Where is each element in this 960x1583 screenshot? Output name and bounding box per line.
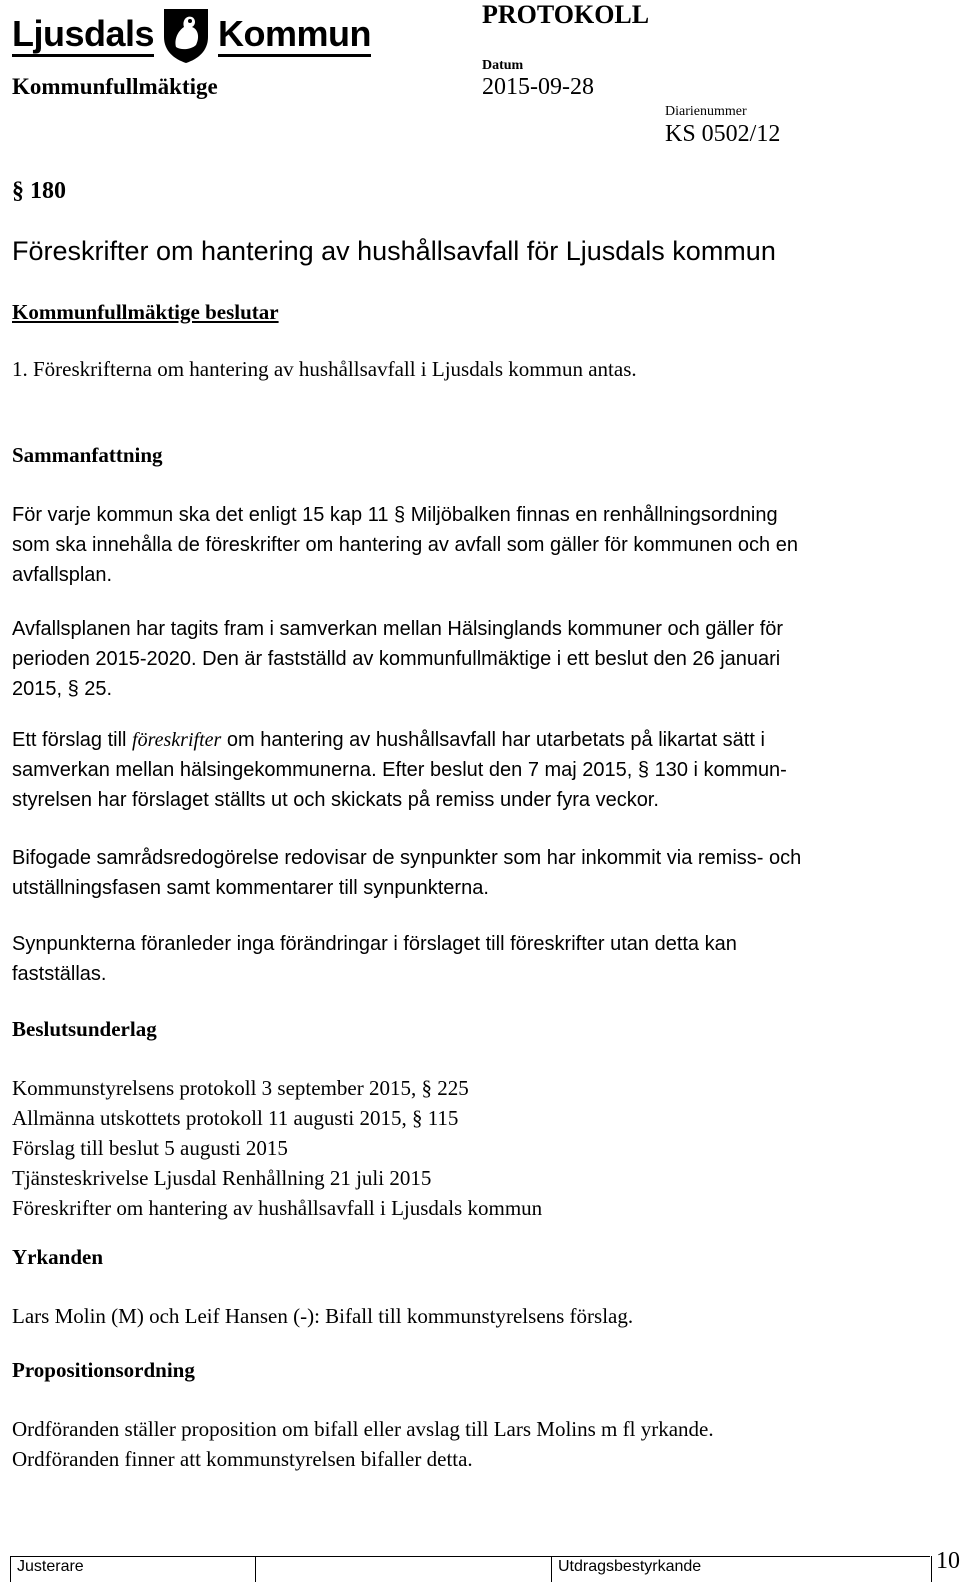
list-item: Kommunstyrelsens protokoll 3 september 2015, § 225 [12,1076,469,1100]
summary-p1-line: För varje kommun ska det enligt 15 kap 11 § Miljöbalken finnas en renhållningsordning [12,504,778,526]
proposition-line: Ordföranden ställer proposition om bifall eller avslag till Lars Molins m fl yrkande. [12,1417,714,1441]
summary-p3-line: styrelsen har förslaget ställts ut och skickats på remiss under fyra veckor. [12,789,659,811]
summary-heading: Sammanfattning [12,443,163,467]
summary-p3-line: samverkan mellan hälsingekommunerna. Efter beslut den 7 maj 2015, § 130 i kommun- [12,759,787,781]
summary-p3-text: Ett förslag till [12,729,133,751]
utdrag-label: Utdragsbestyrkande [558,1558,702,1575]
municipality-logo [12,2,371,68]
summary-p2-line: perioden 2015-2020. Den är fastställd av kommunfullmäktige i ett beslut den 26 januari [12,648,781,670]
justerare-label: Justerare [17,1558,84,1575]
section-title: Föreskrifter om hantering av hushållsavfall för Ljusdals kommun [12,236,776,266]
logo-text-left: Ljusdals [12,14,154,57]
summary-p2-line: 2015, § 25. [12,678,113,700]
summary-p3-text: om hantering av hushållsavfall har utarbetats på likartat sätt i [221,729,765,751]
section-number: § 180 [12,178,66,204]
document-type: PROTOKOLL [482,0,650,29]
summary-p3-italic: föreskrifter [132,729,222,751]
motions-heading: Yrkanden [12,1245,104,1269]
coat-of-arms-icon [160,5,212,65]
summary-p1-line: avfallsplan. [12,564,113,586]
utdrag-box [551,1556,932,1582]
proposition-line: Ordföranden finner att kommunstyrelsen bifaller detta. [12,1447,473,1471]
summary-p5-line: fastställas. [12,963,107,985]
summary-paragraph-3 [12,725,787,815]
date-value: 2015-09-28 [482,74,594,100]
motions-text: Lars Molin (M) och Leif Hansen (-): Bifall till kommunstyrelsens förslag. [12,1304,634,1328]
summary-p2-line: Avfallsplanen har tagits fram i samverkan mellan Hälsinglands kommuner och gäller för [12,618,784,640]
summary-p5-line: Synpunkterna föranleder inga förändringar i förslaget till föreskrifter utan detta kan [12,933,737,955]
summary-p4-line: Bifogade samrådsredogörelse redovisar de synpunkter som har inkommit via remiss- och [12,847,802,869]
basis-list [12,1073,542,1223]
decision-item: 1. Föreskrifterna om hantering av hushållsavfall i Ljusdals kommun antas. [12,357,637,381]
basis-heading: Beslutsunderlag [12,1017,157,1041]
summary-paragraph-4 [12,843,801,903]
list-item: Tjänsteskrivelse Ljusdal Renhållning 21 juli 2015 [12,1166,432,1190]
organization-name: Kommunfullmäktige [12,74,218,99]
justerare-box [10,1556,256,1582]
proposition-text [12,1414,714,1474]
diarie-label: Diarienummer [665,104,747,119]
list-item: Förslag till beslut 5 augusti 2015 [12,1136,288,1160]
decision-heading: Kommunfullmäktige beslutar [12,300,279,324]
list-item: Föreskrifter om hantering av hushållsavfall i Ljusdals kommun [12,1196,543,1220]
summary-paragraph-5 [12,929,737,989]
page-number: 10 [936,1548,960,1574]
logo-text-right: Kommun [218,14,371,57]
list-item: Allmänna utskottets protokoll 11 augusti 2015, § 115 [12,1106,459,1130]
date-label: Datum [482,58,524,73]
diarie-value: KS 0502/12 [665,121,781,147]
summary-paragraph-2 [12,614,783,704]
proposition-heading: Propositionsordning [12,1358,195,1382]
summary-p3-line [12,725,787,755]
summary-p1-line: som ska innehålla de föreskrifter om hantering av avfall som gäller för kommunen och en [12,534,798,556]
summary-p4-line: utställningsfasen samt kommentarer till synpunkterna. [12,877,489,899]
summary-paragraph-1 [12,500,798,590]
